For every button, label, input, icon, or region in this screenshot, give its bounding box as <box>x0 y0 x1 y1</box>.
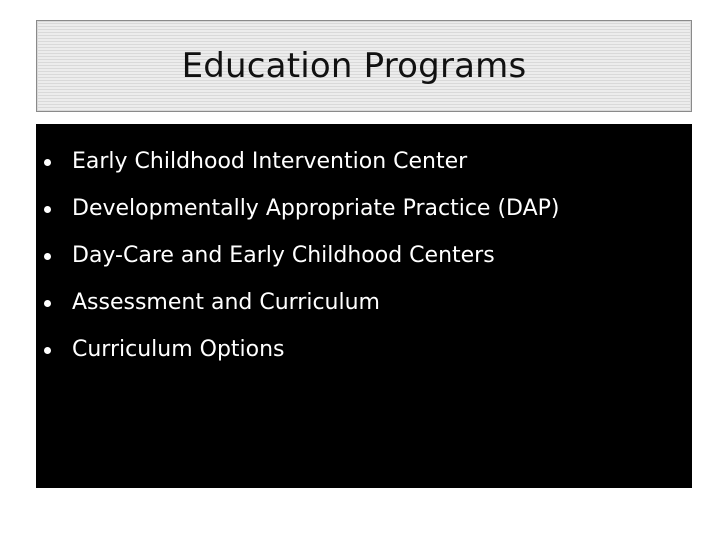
list-item <box>36 326 692 373</box>
bullet-dot-icon <box>44 206 51 213</box>
list-item <box>36 279 692 326</box>
list-item <box>36 138 692 185</box>
bullet-list <box>36 138 692 373</box>
slide-title-bar <box>36 20 692 112</box>
bullet-text: Day-Care and Early Childhood Centers <box>72 243 495 268</box>
slide-content-panel <box>36 124 692 488</box>
bullet-text: Curriculum Options <box>72 337 285 362</box>
list-item <box>36 232 692 279</box>
bullet-dot-icon <box>44 253 51 260</box>
bullet-text: Early Childhood Intervention Center <box>72 149 468 174</box>
list-item <box>36 185 692 232</box>
bullet-text: Assessment and Curriculum <box>72 290 380 315</box>
slide-title: Education Programs <box>181 46 527 86</box>
bullet-text: Developmentally Appropriate Practice (DAP) <box>72 196 560 221</box>
bullet-dot-icon <box>44 347 51 354</box>
bullet-dot-icon <box>44 159 51 166</box>
bullet-dot-icon <box>44 300 51 307</box>
